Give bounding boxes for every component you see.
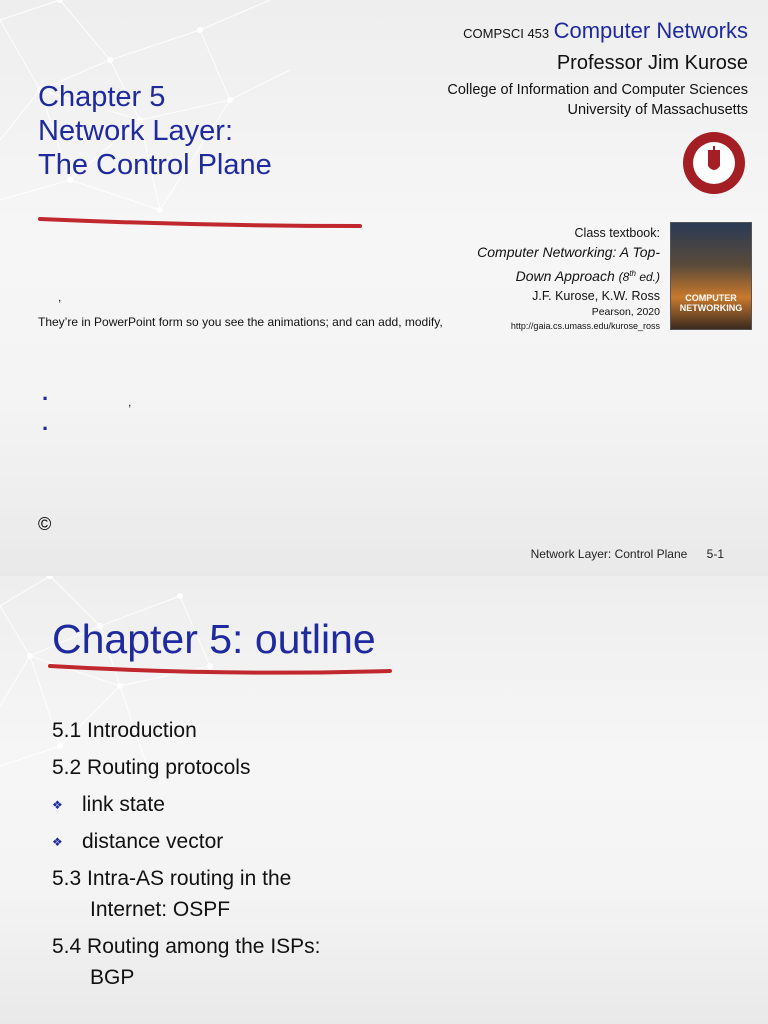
- affiliation: [447, 80, 748, 120]
- outline-item-text: link state: [82, 793, 165, 816]
- diamond-bullet-icon: ❖: [52, 797, 63, 812]
- outline-title: Chapter 5: outline: [52, 616, 376, 662]
- textbook-label: Class textbook:: [574, 226, 660, 240]
- textbook-edition-post: ed.): [635, 270, 660, 284]
- outline-item-text: 5.4 Routing among the ISPs:: [52, 935, 321, 958]
- outline-item-text: 5.1 Introduction: [52, 719, 197, 742]
- textbook-title-line-1: Computer Networking: A Top-: [477, 244, 660, 260]
- chapter-title: [38, 80, 368, 182]
- outline-item-text: 5.2 Routing protocols: [52, 756, 251, 779]
- outline-list: [52, 712, 321, 996]
- textbook-edition-sup: th: [629, 269, 636, 278]
- textbook-title-line-2: [477, 263, 660, 288]
- outline-item-5-2: [52, 749, 321, 786]
- book-cover-title: COMPUTER NETWORKING: [679, 293, 743, 313]
- university-seal-icon: [676, 130, 752, 196]
- outline-subitem-link-state: [52, 786, 321, 823]
- footer-page-number: 5-1: [706, 547, 724, 561]
- textbook-cover-image: [670, 222, 752, 330]
- textbook-url[interactable]: http://gaia.cs.umass.edu/kurose_ross: [510, 321, 660, 331]
- stray-comma: ,: [58, 290, 62, 304]
- college-name: College of Information and Computer Sciences: [447, 82, 748, 98]
- outline-item-text: distance vector: [82, 830, 224, 853]
- chapter-title-line-3: The Control Plane: [38, 149, 272, 181]
- textbook-edition: [619, 270, 660, 284]
- course-heading: [463, 18, 748, 44]
- textbook-authors: J.F. Kurose, K.W. Ross: [532, 289, 660, 303]
- university-name: University of Massachusetts: [567, 102, 748, 118]
- professor-name: Professor Jim Kurose: [556, 52, 748, 74]
- outline-item-5-1: [52, 712, 321, 749]
- diamond-bullet-icon: ❖: [52, 834, 63, 849]
- course-code: COMPSCI 453: [463, 26, 550, 41]
- textbook-title-line-2-text: Down Approach: [515, 268, 615, 284]
- outline-item-continuation: BGP: [90, 966, 135, 989]
- textbook-edition-pre: (8: [618, 270, 630, 284]
- chapter-title-line-2: Network Layer:: [38, 115, 234, 147]
- chapter-title-line-1: Chapter 5: [38, 81, 166, 113]
- bullet-dot-1: .: [42, 380, 49, 405]
- bullet-dot-2: .: [42, 410, 49, 435]
- outline-subitem-distance-vector: [52, 823, 321, 860]
- outline-item-5-4: [52, 928, 321, 996]
- outline-item-continuation: Internet: OSPF: [90, 898, 231, 921]
- stray-comma-2: ,: [128, 395, 132, 409]
- textbook-info: [477, 225, 660, 333]
- textbook-publisher: Pearson, 2020: [591, 306, 660, 318]
- copyright-icon: ©: [38, 514, 52, 534]
- slide-footer: [515, 547, 724, 561]
- outline-item-5-3: [52, 860, 321, 928]
- usage-notice: They’re in PowerPoint form so you see the animations; and can add, modify,: [38, 315, 443, 329]
- course-name: Computer Networks: [553, 18, 748, 43]
- footer-label: Network Layer: Control Plane: [530, 547, 688, 561]
- outline-item-text: 5.3 Intra-AS routing in the: [52, 867, 292, 890]
